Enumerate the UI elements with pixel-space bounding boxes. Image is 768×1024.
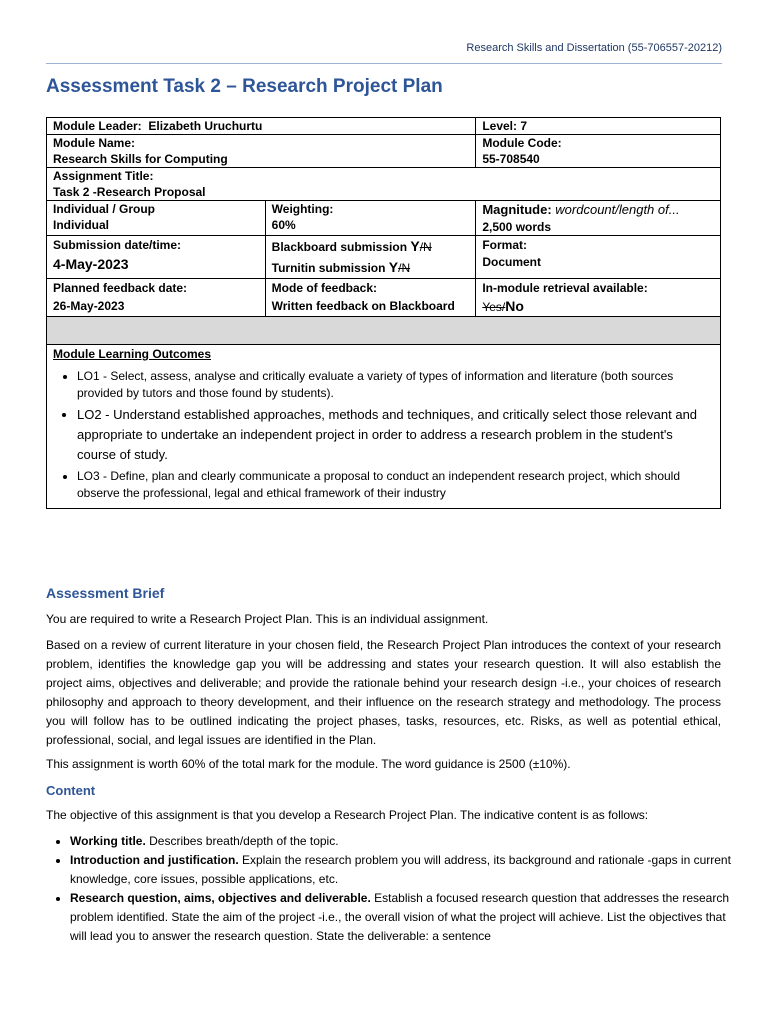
learning-outcomes-list xyxy=(53,368,714,502)
submission-label: Submission date/time: xyxy=(53,238,182,252)
blackboard-label: Blackboard submission xyxy=(271,240,408,254)
row-module-name xyxy=(47,135,721,168)
header-divider xyxy=(46,63,722,64)
row-learning-outcomes xyxy=(47,345,721,509)
level-cell: Level: 7 xyxy=(476,118,721,135)
weighting-value: 60% xyxy=(271,218,296,232)
lo2-line-1: LO2 - Understand established approaches, methods and techniques, and critically select those relevant and xyxy=(77,407,698,422)
learning-outcomes-title: Module Learning Outcomes xyxy=(53,347,212,361)
assignment-title-label: Assignment Title: xyxy=(53,169,154,183)
module-name-value: Research Skills for Computing xyxy=(53,152,228,166)
content-heading: Content xyxy=(46,783,96,798)
feedback-mode-value: Written feedback on Blackboard xyxy=(271,299,455,313)
individual-group-cell xyxy=(47,201,266,236)
retrieval-label: In-module retrieval available: xyxy=(482,281,648,295)
module-code-value: 55-708540 xyxy=(482,152,540,166)
content-list xyxy=(46,832,745,946)
module-info-table xyxy=(46,117,721,509)
learning-outcome-lo1: • LO1 - Select, assess, analyse and critically evaluate a variety of types of information and literature (both sources provided by tutors and those found by students). xyxy=(77,368,714,402)
row-module-leader xyxy=(47,118,721,135)
learning-outcomes-cell xyxy=(47,345,721,509)
brief-paragraph-1: You are required to write a Research Project Plan. This is an individual assignment. xyxy=(46,612,489,626)
feedback-date-cell xyxy=(47,279,266,317)
turnitin-no: /N xyxy=(398,261,411,275)
module-leader-value: Elizabeth Uruchurtu xyxy=(148,119,263,133)
submission-method-cell xyxy=(265,236,476,279)
blackboard-no: /N xyxy=(419,240,432,254)
content-intro: The objective of this assignment is that you develop a Research Project Plan. The indicative content is as follows: xyxy=(46,808,649,822)
content-item-bold: Introduction and justification. xyxy=(70,853,239,867)
row-submission xyxy=(47,236,721,279)
module-code-label: Module Code: xyxy=(482,136,562,150)
row-individual-group xyxy=(47,201,721,236)
module-leader-label: Module Leader: xyxy=(53,119,142,133)
individual-group-value: Individual xyxy=(53,218,110,232)
magnitude-cell xyxy=(476,201,721,236)
assessment-brief-heading: Assessment Brief xyxy=(46,585,165,601)
retrieval-value: No xyxy=(505,298,524,314)
module-name-cell xyxy=(47,135,476,168)
row-assignment-title xyxy=(47,168,721,201)
content-item-introduction xyxy=(70,851,745,889)
course-header: Research Skills and Dissertation (55-706557-20212) xyxy=(466,42,722,54)
assignment-title-cell xyxy=(47,168,721,201)
magnitude-description: wordcount/length of... xyxy=(555,202,680,217)
brief-paragraph-3: This assignment is worth 60% of the total mark for the module. The word guidance is 2500 (±10%). xyxy=(46,757,571,771)
turnitin-label: Turnitin submission xyxy=(271,261,386,275)
learning-outcome-lo3: • LO3 - Define, plan and clearly communicate a proposal to conduct an independent research project, which should observe the professional, legal and ethical framework of their industry xyxy=(77,468,714,502)
format-value: Document xyxy=(482,255,541,269)
module-name-label: Module Name: xyxy=(53,136,136,150)
module-code-cell xyxy=(476,135,721,168)
row-gray-separator xyxy=(47,317,721,345)
weighting-cell xyxy=(265,201,476,236)
lo2-line-2: appropriate to undertake an independent project in order to address a research problem in the student's xyxy=(77,427,673,442)
weighting-label: Weighting: xyxy=(271,202,334,216)
content-item-bold: Working title. xyxy=(70,834,146,848)
content-item-bold: Research question, aims, objectives and deliverable. xyxy=(70,891,371,905)
format-label: Format: xyxy=(482,238,527,252)
lo2-line-3: course of study. xyxy=(77,447,168,462)
blackboard-yes: Y xyxy=(410,238,420,254)
gray-separator xyxy=(47,317,721,345)
retrieval-struck: Yes/ xyxy=(482,300,506,314)
feedback-mode-label: Mode of feedback: xyxy=(271,281,378,295)
content-item-text: Explain the research problem you will address, its background and rationale -gaps in current knowledge, core issues, possible applications, etc. xyxy=(70,853,731,886)
module-leader-cell xyxy=(47,118,476,135)
learning-outcome-lo2 xyxy=(77,405,714,465)
row-feedback xyxy=(47,279,721,317)
retrieval-cell xyxy=(476,279,721,317)
content-item-text: Describes breath/depth of the topic. xyxy=(145,834,339,848)
content-item-working-title xyxy=(70,832,745,851)
brief-paragraph-2: Based on a review of current literature in your chosen field, the Research Project Plan introduces the context of your research problem, identifies the knowledge gap you will be addressing and states your research question. It will also establish the project aims, objectives and deliverable; and provide the rationale behind your research design -i.e., your choices of research philosophy and approach to theory development, and their influence on the research strategy and methodology. The process you will follow has to be outlined indicating the project phases, tasks, resources, etc. Risks, as well as potential ethical, professional, social, and legal issues are identified in the Plan. xyxy=(46,638,721,747)
content-item-research-question xyxy=(70,889,745,946)
assignment-title-value: Task 2 -Research Proposal xyxy=(53,185,206,199)
feedback-mode-cell xyxy=(265,279,476,317)
magnitude-value: 2,500 words xyxy=(482,220,552,234)
turnitin-yes: Y xyxy=(388,259,399,275)
magnitude-label: Magnitude: xyxy=(482,202,552,217)
content-item-text: Establish a focused research question that addresses the research problem identified. State the aim of the project -i.e., the overall vision of what the project will achieve. List the objectives that will lead you to answer the research question. State the deliverable: a sentence xyxy=(70,891,730,943)
submission-date: 4-May-2023 xyxy=(53,256,129,272)
feedback-date-label: Planned feedback date: xyxy=(53,281,188,295)
feedback-date-value: 26-May-2023 xyxy=(53,299,125,313)
format-cell xyxy=(476,236,721,279)
individual-group-label: Individual / Group xyxy=(53,202,155,216)
submission-cell xyxy=(47,236,266,279)
document-title: Assessment Task 2 – Research Project Plan xyxy=(46,76,443,97)
